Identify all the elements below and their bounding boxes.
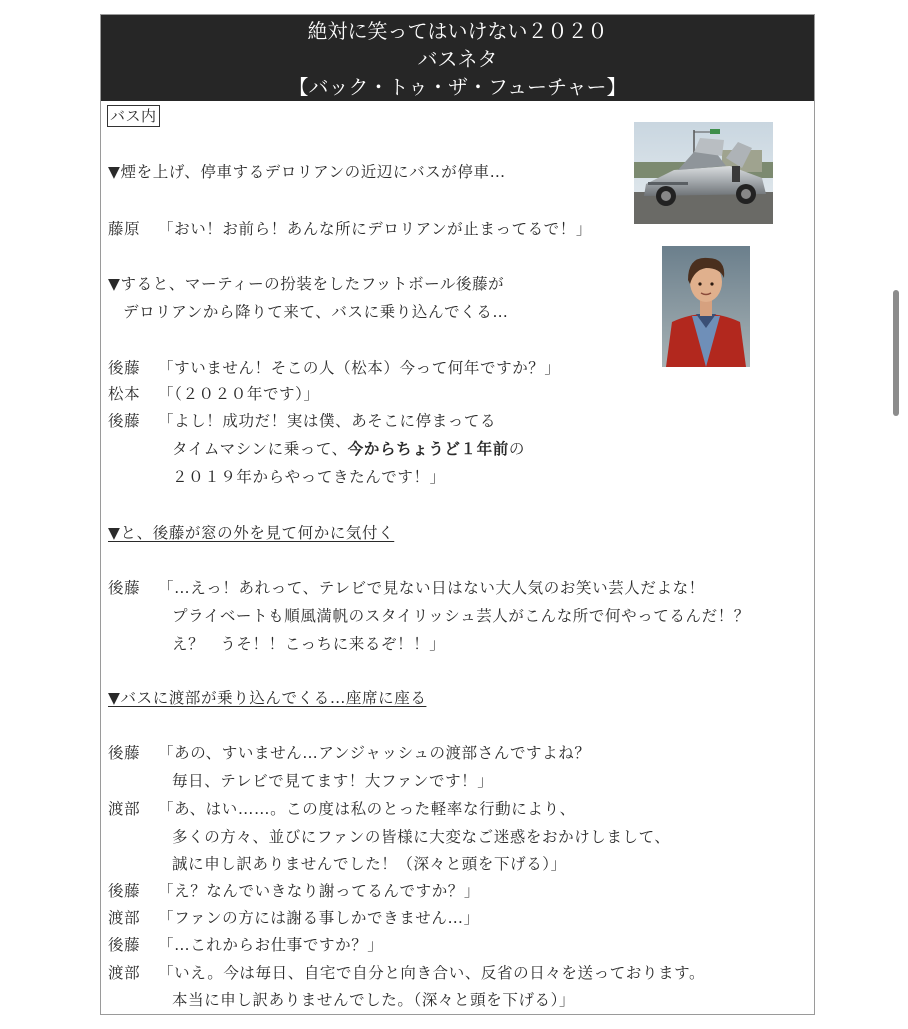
dialogue-text: 「あ、はい……。この度は私のとった軽率な行動により、: [158, 800, 576, 818]
header-sketch-name: 【バック・トゥ・ザ・フューチャー】: [288, 75, 627, 99]
stage-direction-2-cont: デロリアンから降りて来て、バスに乗り込んでくる…: [123, 303, 509, 321]
marty-photo: [662, 246, 750, 367]
dialogue-text: 「すいません！そこの人（松本）今って何年ですか？」: [158, 359, 561, 377]
speaker-name: 後藤: [108, 412, 141, 430]
dialogue-line: [108, 935, 383, 955]
dialogue-continuation: 多くの方々、並びにファンの皆様に大変なご迷惑をおかけしまして、: [172, 828, 671, 846]
dialogue-line: [108, 799, 576, 819]
dialogue-continuation: プライベートも順風満帆のスタイリッシュ芸人がこんな所で何やってるんだ！？: [172, 607, 750, 625]
dialogue-line: [108, 411, 496, 431]
stage-direction-4: ▼バスに渡部が乗り込んでくる…座席に座る: [108, 689, 427, 707]
delorean-photo: [634, 122, 773, 224]
stage-direction-3: ▼と、後藤が窓の外を見て何かに気付く: [108, 524, 395, 542]
dialogue-line: [108, 578, 705, 598]
dialogue-line: [108, 908, 480, 928]
dialogue-continuation: 本当に申し訳ありませんでした。（深々と頭を下げる）」: [172, 991, 576, 1009]
dialogue-continuation: 毎日、テレビで見てます！大ファンです！」: [172, 772, 494, 790]
dialogue-line: [108, 881, 480, 901]
dialogue-continuation: ２０１９年からやってきたんです！」: [172, 468, 446, 486]
speaker-name: 後藤: [108, 359, 141, 377]
speaker-name: 渡部: [108, 964, 141, 982]
stage-direction-1: ▼煙を上げ、停車するデロリアンの近辺にバスが停車…: [108, 163, 506, 181]
script-document: [100, 14, 815, 1015]
dialogue-text: 「いえ。今は毎日、自宅で自分と向き合い、反省の日々を送っております。: [158, 964, 706, 982]
speaker-name: 渡部: [108, 800, 141, 818]
dialogue-line: [108, 384, 320, 404]
dialogue-text: タイムマシンに乗って、: [172, 440, 348, 458]
speaker-name: 松本: [108, 385, 141, 403]
speaker-name: 藤原: [108, 220, 141, 238]
dialogue-text: の: [508, 440, 525, 458]
dialogue-text: 「…これからお仕事ですか？」: [158, 936, 384, 954]
stage-direction-2: ▼すると、マーティーの扮装をしたフットボール後藤が: [108, 275, 505, 293]
dialogue-line: [108, 963, 705, 983]
speaker-name: 渡部: [108, 909, 141, 927]
dialogue-text: 「（２０２０年です）」: [158, 385, 320, 403]
speaker-name: 後藤: [108, 936, 141, 954]
dialogue-text: 「…えっ！あれって、テレビで見ない日はない大人気のお笑い芸人だよな！: [158, 579, 705, 597]
scrollbar-thumb[interactable]: [893, 290, 899, 416]
header-subtitle: バスネタ: [417, 47, 498, 71]
document-header: [101, 15, 814, 101]
dialogue-continuation: 誠に申し訳ありませんでした！（深々と頭を下げる）」: [172, 855, 567, 873]
emphasized-text: 今からちょうど１年前: [347, 440, 509, 458]
scene-tag: バス内: [107, 105, 160, 127]
header-title: 絶対に笑ってはいけない２０２０: [307, 19, 608, 43]
dialogue-line: [108, 219, 592, 239]
dialogue-line: [108, 743, 590, 763]
speaker-name: 後藤: [108, 882, 141, 900]
dialogue-line: [108, 358, 561, 378]
dialogue-text: 「あの、すいません…アンジャッシュの渡部さんですよね？: [158, 744, 591, 762]
speaker-name: 後藤: [108, 744, 141, 762]
dialogue-text: 「よし！成功だ！実は僕、あそこに停まってる: [158, 412, 497, 430]
dialogue-text: 「ファンの方には謝る事しかできません…」: [158, 909, 480, 927]
dialogue-continuation: え？ うそ！！こっちに来るぞ！！」: [172, 635, 446, 653]
dialogue-continuation: [172, 439, 525, 459]
dialogue-text: 「え？なんでいきなり謝ってるんですか？」: [158, 882, 481, 900]
dialogue-text: 「おい！お前ら！あんな所にデロリアンが止まってるで！」: [158, 220, 592, 238]
speaker-name: 後藤: [108, 579, 141, 597]
